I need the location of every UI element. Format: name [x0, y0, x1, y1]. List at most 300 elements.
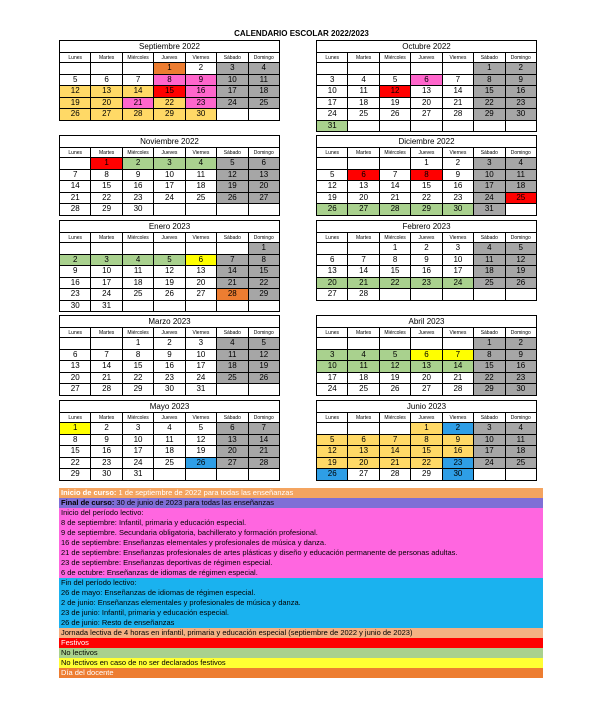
month-block [316, 135, 537, 216]
day-cell: 29 [411, 469, 442, 481]
day-cell [505, 204, 536, 216]
day-cell: 11 [348, 86, 379, 98]
day-cell: 8 [154, 74, 185, 86]
day-cell: 14 [217, 266, 248, 278]
day-cell: 14 [248, 434, 279, 446]
day-cell: 16 [122, 181, 153, 193]
day-cell: 18 [185, 181, 216, 193]
weekday-label: Sábado [217, 233, 248, 243]
day-cell [348, 243, 379, 255]
day-cell: 6 [248, 158, 279, 170]
day-cell: 1 [248, 243, 279, 255]
weekday-label: Sábado [217, 53, 248, 63]
day-cell [217, 204, 248, 216]
day-cell: 13 [348, 446, 379, 458]
day-cell: 30 [442, 204, 473, 216]
day-cell: 7 [122, 74, 153, 86]
day-cell [185, 300, 216, 312]
month-title: Septiembre 2022 [60, 41, 280, 53]
day-cell: 25 [217, 372, 248, 384]
day-cell: 22 [411, 457, 442, 469]
day-cell: 6 [317, 254, 348, 266]
day-cell: 12 [379, 361, 410, 373]
day-cell: 10 [217, 74, 248, 86]
day-cell: 24 [442, 277, 473, 289]
day-cell [411, 120, 442, 132]
weekday-label: Jueves [411, 148, 442, 158]
legend-item: Fin del período lectivo: [59, 578, 543, 588]
day-cell: 19 [154, 277, 185, 289]
day-cell [60, 158, 91, 170]
weekday-label: Domingo [505, 413, 536, 423]
day-cell: 7 [379, 434, 410, 446]
day-cell [317, 158, 348, 170]
day-cell [442, 63, 473, 75]
day-cell: 23 [442, 457, 473, 469]
weekday-label: Jueves [154, 148, 185, 158]
day-cell: 9 [122, 169, 153, 181]
day-cell: 23 [91, 457, 122, 469]
weekday-label: Miércoles [122, 53, 153, 63]
day-cell: 21 [91, 372, 122, 384]
day-cell: 19 [60, 97, 91, 109]
day-cell: 4 [248, 63, 279, 75]
weekday-label: Domingo [248, 328, 279, 338]
weekday-label: Domingo [248, 413, 279, 423]
month-block [316, 220, 537, 301]
day-cell: 19 [185, 446, 216, 458]
day-cell: 4 [217, 338, 248, 350]
day-cell: 11 [154, 434, 185, 446]
day-cell [154, 469, 185, 481]
day-cell: 30 [505, 384, 536, 396]
day-cell: 22 [379, 277, 410, 289]
weekday-label: Sábado [474, 148, 505, 158]
day-cell: 11 [474, 254, 505, 266]
weekday-label: Sábado [217, 148, 248, 158]
legend-item: Final de curso: 30 de junio de 2023 para todas las enseñanzas [59, 498, 543, 508]
day-cell: 27 [91, 109, 122, 121]
day-cell: 25 [154, 457, 185, 469]
day-cell: 12 [60, 86, 91, 98]
day-cell: 29 [60, 469, 91, 481]
weekday-label: Lunes [317, 233, 348, 243]
day-cell: 7 [60, 169, 91, 181]
day-cell: 18 [474, 266, 505, 278]
day-cell: 8 [91, 169, 122, 181]
day-cell: 21 [122, 97, 153, 109]
day-cell [317, 423, 348, 435]
day-cell: 22 [122, 372, 153, 384]
day-cell [60, 338, 91, 350]
weekday-label: Viernes [185, 328, 216, 338]
weekday-label: Lunes [60, 148, 91, 158]
day-cell: 2 [185, 63, 216, 75]
weekday-label: Viernes [442, 328, 473, 338]
day-cell: 9 [91, 434, 122, 446]
weekday-label: Sábado [474, 413, 505, 423]
day-cell: 17 [217, 86, 248, 98]
day-cell: 21 [442, 372, 473, 384]
weekday-label: Martes [91, 328, 122, 338]
weekday-label: Sábado [474, 53, 505, 63]
weekday-label: Martes [348, 53, 379, 63]
day-cell: 16 [442, 446, 473, 458]
day-cell: 11 [217, 349, 248, 361]
day-cell: 21 [217, 277, 248, 289]
day-cell [60, 63, 91, 75]
day-cell: 18 [154, 446, 185, 458]
weekday-label: Jueves [154, 413, 185, 423]
day-cell: 29 [91, 204, 122, 216]
day-cell: 15 [474, 361, 505, 373]
day-cell: 30 [154, 384, 185, 396]
day-cell: 6 [348, 434, 379, 446]
day-cell: 3 [317, 349, 348, 361]
day-cell: 30 [122, 204, 153, 216]
day-cell: 6 [60, 349, 91, 361]
day-cell: 5 [379, 349, 410, 361]
day-cell: 10 [185, 349, 216, 361]
day-cell: 16 [505, 86, 536, 98]
weekday-label: Domingo [248, 148, 279, 158]
day-cell: 15 [248, 266, 279, 278]
day-cell [91, 338, 122, 350]
weekday-label: Miércoles [379, 413, 410, 423]
day-cell: 7 [379, 169, 410, 181]
day-cell [185, 243, 216, 255]
weekday-label: Viernes [442, 53, 473, 63]
day-cell [248, 109, 279, 121]
weekday-label: Viernes [185, 413, 216, 423]
day-cell: 27 [248, 192, 279, 204]
weekday-label: Jueves [411, 328, 442, 338]
weekday-label: Viernes [442, 148, 473, 158]
legend-item: 16 de septiembre: Enseñanzas elementales y profesionales de música y danza. [59, 538, 543, 548]
day-cell: 22 [474, 372, 505, 384]
day-cell: 21 [379, 192, 410, 204]
day-cell: 26 [505, 277, 536, 289]
day-cell: 14 [379, 446, 410, 458]
day-cell: 21 [60, 192, 91, 204]
day-cell: 12 [217, 169, 248, 181]
day-cell: 1 [379, 243, 410, 255]
day-cell: 1 [60, 423, 91, 435]
page-title: CALENDARIO ESCOLAR 2022/2023 [234, 29, 369, 38]
day-cell: 12 [248, 349, 279, 361]
day-cell: 12 [317, 446, 348, 458]
day-cell: 27 [185, 289, 216, 301]
day-cell: 20 [185, 277, 216, 289]
weekday-label: Lunes [60, 413, 91, 423]
month-title: Octubre 2022 [317, 41, 537, 53]
day-cell: 29 [411, 204, 442, 216]
day-cell: 1 [411, 423, 442, 435]
day-cell [505, 469, 536, 481]
day-cell [411, 338, 442, 350]
day-cell: 15 [122, 361, 153, 373]
day-cell: 26 [379, 109, 410, 121]
day-cell: 10 [317, 361, 348, 373]
weekday-label: Domingo [505, 53, 536, 63]
day-cell [317, 63, 348, 75]
day-cell: 16 [411, 266, 442, 278]
day-cell [379, 338, 410, 350]
day-cell: 25 [505, 192, 536, 204]
day-cell: 14 [122, 86, 153, 98]
weekday-label: Miércoles [122, 148, 153, 158]
day-cell: 8 [411, 169, 442, 181]
weekday-label: Lunes [317, 53, 348, 63]
day-cell: 28 [442, 384, 473, 396]
weekday-label: Jueves [154, 233, 185, 243]
day-cell: 30 [185, 109, 216, 121]
day-cell: 10 [317, 86, 348, 98]
day-cell: 24 [91, 289, 122, 301]
legend-item: 8 de septiembre: Infantil, primaria y educación especial. [59, 518, 543, 528]
day-cell: 24 [474, 192, 505, 204]
day-cell: 18 [505, 446, 536, 458]
day-cell: 29 [474, 109, 505, 121]
day-cell: 10 [474, 169, 505, 181]
day-cell: 6 [411, 349, 442, 361]
day-cell: 17 [185, 361, 216, 373]
day-cell: 6 [185, 254, 216, 266]
legend-item: No lectivos en caso de no ser declarados festivos [59, 658, 543, 668]
day-cell: 24 [217, 97, 248, 109]
day-cell: 23 [442, 192, 473, 204]
day-cell: 16 [60, 277, 91, 289]
legend-item: Festivos [59, 638, 543, 648]
day-cell: 17 [474, 446, 505, 458]
day-cell: 7 [217, 254, 248, 266]
day-cell [348, 158, 379, 170]
day-cell: 20 [91, 97, 122, 109]
day-cell: 27 [60, 384, 91, 396]
day-cell: 27 [411, 109, 442, 121]
day-cell: 26 [317, 469, 348, 481]
month-block [59, 400, 280, 481]
day-cell: 20 [60, 372, 91, 384]
day-cell: 14 [91, 361, 122, 373]
day-cell [248, 469, 279, 481]
day-cell: 23 [505, 372, 536, 384]
day-cell: 20 [348, 457, 379, 469]
day-cell: 2 [505, 338, 536, 350]
day-cell: 19 [217, 181, 248, 193]
day-cell: 28 [442, 109, 473, 121]
day-cell: 25 [185, 192, 216, 204]
day-cell: 15 [154, 86, 185, 98]
day-cell: 3 [442, 243, 473, 255]
day-cell: 9 [442, 169, 473, 181]
day-cell: 24 [122, 457, 153, 469]
day-cell: 27 [411, 384, 442, 396]
weekday-label: Sábado [217, 328, 248, 338]
day-cell: 17 [154, 181, 185, 193]
weekday-label: Jueves [411, 233, 442, 243]
day-cell: 7 [348, 254, 379, 266]
weekday-label: Miércoles [379, 233, 410, 243]
day-cell: 23 [505, 97, 536, 109]
legend-item: 9 de septiembre. Secundaria obligatoria, bachillerato y formación profesional. [59, 528, 543, 538]
day-cell: 20 [217, 446, 248, 458]
legend-item: 23 de junio: Infantil, primaria y educación especial. [59, 608, 543, 618]
weekday-label: Viernes [185, 148, 216, 158]
day-cell: 28 [348, 289, 379, 301]
day-cell: 13 [411, 86, 442, 98]
legend-item: Inicio del período lectivo: [59, 508, 543, 518]
day-cell: 2 [505, 63, 536, 75]
day-cell: 15 [474, 86, 505, 98]
day-cell: 19 [248, 361, 279, 373]
day-cell: 15 [60, 446, 91, 458]
day-cell: 13 [317, 266, 348, 278]
day-cell: 20 [248, 181, 279, 193]
day-cell: 23 [411, 277, 442, 289]
day-cell: 4 [348, 74, 379, 86]
day-cell [185, 469, 216, 481]
day-cell: 9 [442, 434, 473, 446]
day-cell [505, 289, 536, 301]
day-cell: 16 [185, 86, 216, 98]
day-cell: 2 [122, 158, 153, 170]
day-cell [348, 120, 379, 132]
weekday-label: Viernes [442, 233, 473, 243]
day-cell [317, 243, 348, 255]
day-cell [474, 120, 505, 132]
weekday-label: Domingo [505, 233, 536, 243]
day-cell: 13 [185, 266, 216, 278]
day-cell: 27 [317, 289, 348, 301]
day-cell: 3 [317, 74, 348, 86]
day-cell: 11 [348, 361, 379, 373]
day-cell: 28 [122, 109, 153, 121]
day-cell: 29 [474, 384, 505, 396]
day-cell: 1 [411, 158, 442, 170]
day-cell: 19 [505, 266, 536, 278]
day-cell: 6 [91, 74, 122, 86]
day-cell: 22 [248, 277, 279, 289]
day-cell: 29 [154, 109, 185, 121]
weekday-label: Lunes [60, 53, 91, 63]
day-cell: 29 [122, 384, 153, 396]
day-cell [91, 63, 122, 75]
day-cell: 2 [442, 423, 473, 435]
day-cell: 15 [411, 181, 442, 193]
month-title: Mayo 2023 [60, 401, 280, 413]
day-cell: 1 [474, 63, 505, 75]
day-cell: 8 [122, 349, 153, 361]
day-cell: 21 [442, 97, 473, 109]
legend-item: 21 de septiembre: Enseñanzas profesionales de artes plásticas y diseño y educación permanente de personas adultas. [59, 548, 543, 558]
day-cell: 17 [317, 97, 348, 109]
day-cell: 3 [122, 423, 153, 435]
day-cell [379, 158, 410, 170]
weekday-label: Domingo [505, 328, 536, 338]
day-cell: 7 [248, 423, 279, 435]
day-cell: 18 [217, 361, 248, 373]
day-cell: 3 [474, 423, 505, 435]
day-cell: 5 [217, 158, 248, 170]
day-cell: 25 [348, 109, 379, 121]
legend-item: No lectivos [59, 648, 543, 658]
day-cell: 30 [505, 109, 536, 121]
day-cell [185, 204, 216, 216]
day-cell: 26 [317, 204, 348, 216]
weekday-label: Domingo [505, 148, 536, 158]
day-cell: 31 [185, 384, 216, 396]
legend-item: 23 de septiembre: Enseñanzas deportivas de régimen especial. [59, 558, 543, 568]
legend-item: Día del docente [59, 668, 543, 678]
day-cell: 31 [91, 300, 122, 312]
weekday-label: Miércoles [379, 53, 410, 63]
day-cell: 21 [379, 457, 410, 469]
day-cell: 28 [379, 469, 410, 481]
day-cell: 8 [379, 254, 410, 266]
day-cell: 18 [348, 97, 379, 109]
weekday-label: Lunes [317, 413, 348, 423]
month-title: Junio 2023 [317, 401, 537, 413]
day-cell: 18 [248, 86, 279, 98]
day-cell [217, 243, 248, 255]
day-cell: 3 [474, 158, 505, 170]
day-cell [379, 120, 410, 132]
weekday-label: Miércoles [122, 328, 153, 338]
day-cell: 26 [248, 372, 279, 384]
day-cell [442, 289, 473, 301]
day-cell: 2 [91, 423, 122, 435]
weekday-label: Jueves [411, 413, 442, 423]
day-cell: 8 [248, 254, 279, 266]
day-cell: 3 [154, 158, 185, 170]
day-cell: 21 [348, 277, 379, 289]
day-cell: 13 [248, 169, 279, 181]
day-cell: 30 [442, 469, 473, 481]
day-cell [217, 109, 248, 121]
day-cell: 8 [60, 434, 91, 446]
day-cell: 18 [122, 277, 153, 289]
day-cell: 11 [505, 169, 536, 181]
day-cell: 13 [411, 361, 442, 373]
weekday-label: Domingo [248, 233, 279, 243]
day-cell: 24 [317, 384, 348, 396]
day-cell: 5 [60, 74, 91, 86]
day-cell [379, 423, 410, 435]
day-cell [122, 300, 153, 312]
legend-item: 6 de octubre: Enseñanzas de idiomas de régimen especial. [59, 568, 543, 578]
day-cell: 5 [317, 169, 348, 181]
day-cell: 25 [505, 457, 536, 469]
day-cell: 26 [217, 192, 248, 204]
day-cell [411, 63, 442, 75]
day-cell: 10 [474, 434, 505, 446]
day-cell: 28 [91, 384, 122, 396]
day-cell [122, 63, 153, 75]
day-cell: 9 [505, 349, 536, 361]
day-cell: 3 [91, 254, 122, 266]
weekday-label: Miércoles [379, 148, 410, 158]
day-cell: 3 [185, 338, 216, 350]
day-cell: 17 [317, 372, 348, 384]
day-cell: 19 [317, 457, 348, 469]
day-cell: 9 [411, 254, 442, 266]
day-cell: 13 [348, 181, 379, 193]
month-block [59, 220, 280, 312]
day-cell: 1 [91, 158, 122, 170]
legend-item: 26 de mayo: Enseñanzas de idiomas de régimen especial. [59, 588, 543, 598]
day-cell: 11 [248, 74, 279, 86]
